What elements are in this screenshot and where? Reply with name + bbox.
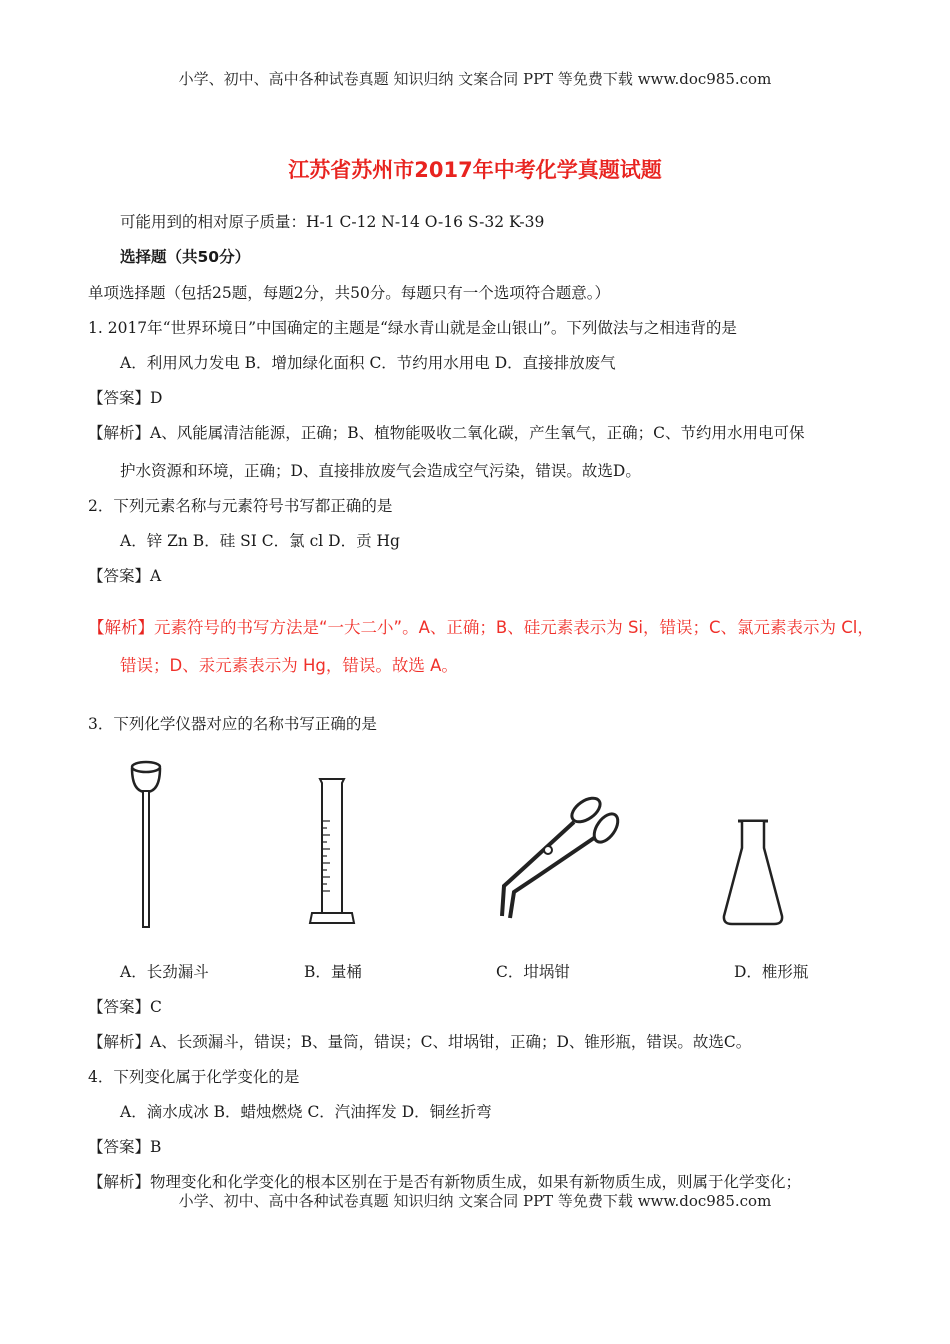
page-footer: 小学、初中、高中各种试卷真题 知识归纳 文案合同 PPT 等免费下载 www.doc985.com: [178, 1192, 772, 1210]
q1-stem: 1. 2017年“世界环境日”中国确定的主题是“绿水青山就是金山银山”。下列做法与之相违背的是: [88, 319, 737, 337]
q4-answer: 【答案】B: [88, 1138, 162, 1156]
q1-answer: 【答案】D: [88, 389, 163, 407]
q3-label-b: B．量桶: [304, 963, 362, 981]
graduated-cylinder-figure: [308, 775, 356, 927]
q4-analysis: 【解析】物理变化和化学变化的根本区别在于是否有新物质生成，如果有新物质生成，则属于化学变化；: [88, 1173, 802, 1191]
page-title: 江苏省苏州市2017年中考化学真题试题: [288, 158, 662, 182]
q4-stem: 4．下列变化属于化学变化的是: [88, 1068, 300, 1086]
q2-analysis-line1: [88, 614, 874, 638]
crucible-tongs-figure: [494, 786, 624, 922]
q1-analysis-line1: 【解析】A、风能属清洁能源，正确；B、植物能吸收二氧化碳，产生氧气，正确；C、节约用水用电可保: [88, 424, 805, 442]
q2-analysis-tag: 【解析】: [88, 618, 154, 637]
q3-label-d: D．椎形瓶: [734, 963, 809, 981]
atomic-mass-line: 可能用到的相对原子质量：H-1 C-12 N-14 O-16 S-32 K-39: [120, 213, 545, 231]
q2-answer: 【答案】A: [88, 567, 162, 585]
long-neck-funnel-figure: [126, 758, 166, 930]
conical-flask-figure: [718, 818, 788, 928]
page-header: 小学、初中、高中各种试卷真题 知识归纳 文案合同 PPT 等免费下载 www.doc985.com: [178, 70, 772, 88]
q1-options: A．利用风力发电 B．增加绿化面积 C．节约用水用电 D．直接排放废气: [120, 354, 616, 372]
q2-options: A．锌 Zn B．硅 SI C．氯 cl D．贡 Hg: [120, 532, 400, 550]
q1-analysis-line2: 护水资源和环境，正确；D、直接排放废气会造成空气污染，错误。故选D。: [120, 462, 641, 480]
q4-options: A．滴水成冰 B．蜡烛燃烧 C．汽油挥发 D．铜丝折弯: [120, 1103, 492, 1121]
q3-stem: 3．下列化学仪器对应的名称书写正确的是: [88, 715, 377, 733]
q2-analysis-line2: 错误；D、汞元素表示为 Hg，错误。故选 A。: [120, 656, 458, 675]
instructions: 单项选择题（包括25题，每题2分，共50分。每题只有一个选项符合题意。）: [88, 284, 611, 302]
q3-label-a: A．长劲漏斗: [120, 963, 209, 981]
q2-analysis-text: 元素符号的书写方法是“一大二小”。A、正确；B、硅元素表示为 Si，错误；C、氯元素表示为 Cl，: [154, 618, 874, 637]
q3-label-c: C．坩埚钳: [496, 963, 570, 981]
section-heading: 选择题（共50分）: [120, 248, 251, 266]
q2-stem: 2．下列元素名称与元素符号书写都正确的是: [88, 497, 393, 515]
q3-answer: 【答案】C: [88, 998, 162, 1016]
q3-analysis: 【解析】A、长颈漏斗，错误；B、量筒，错误；C、坩埚钳，正确；D、锥形瓶，错误。故选C。: [88, 1033, 752, 1051]
